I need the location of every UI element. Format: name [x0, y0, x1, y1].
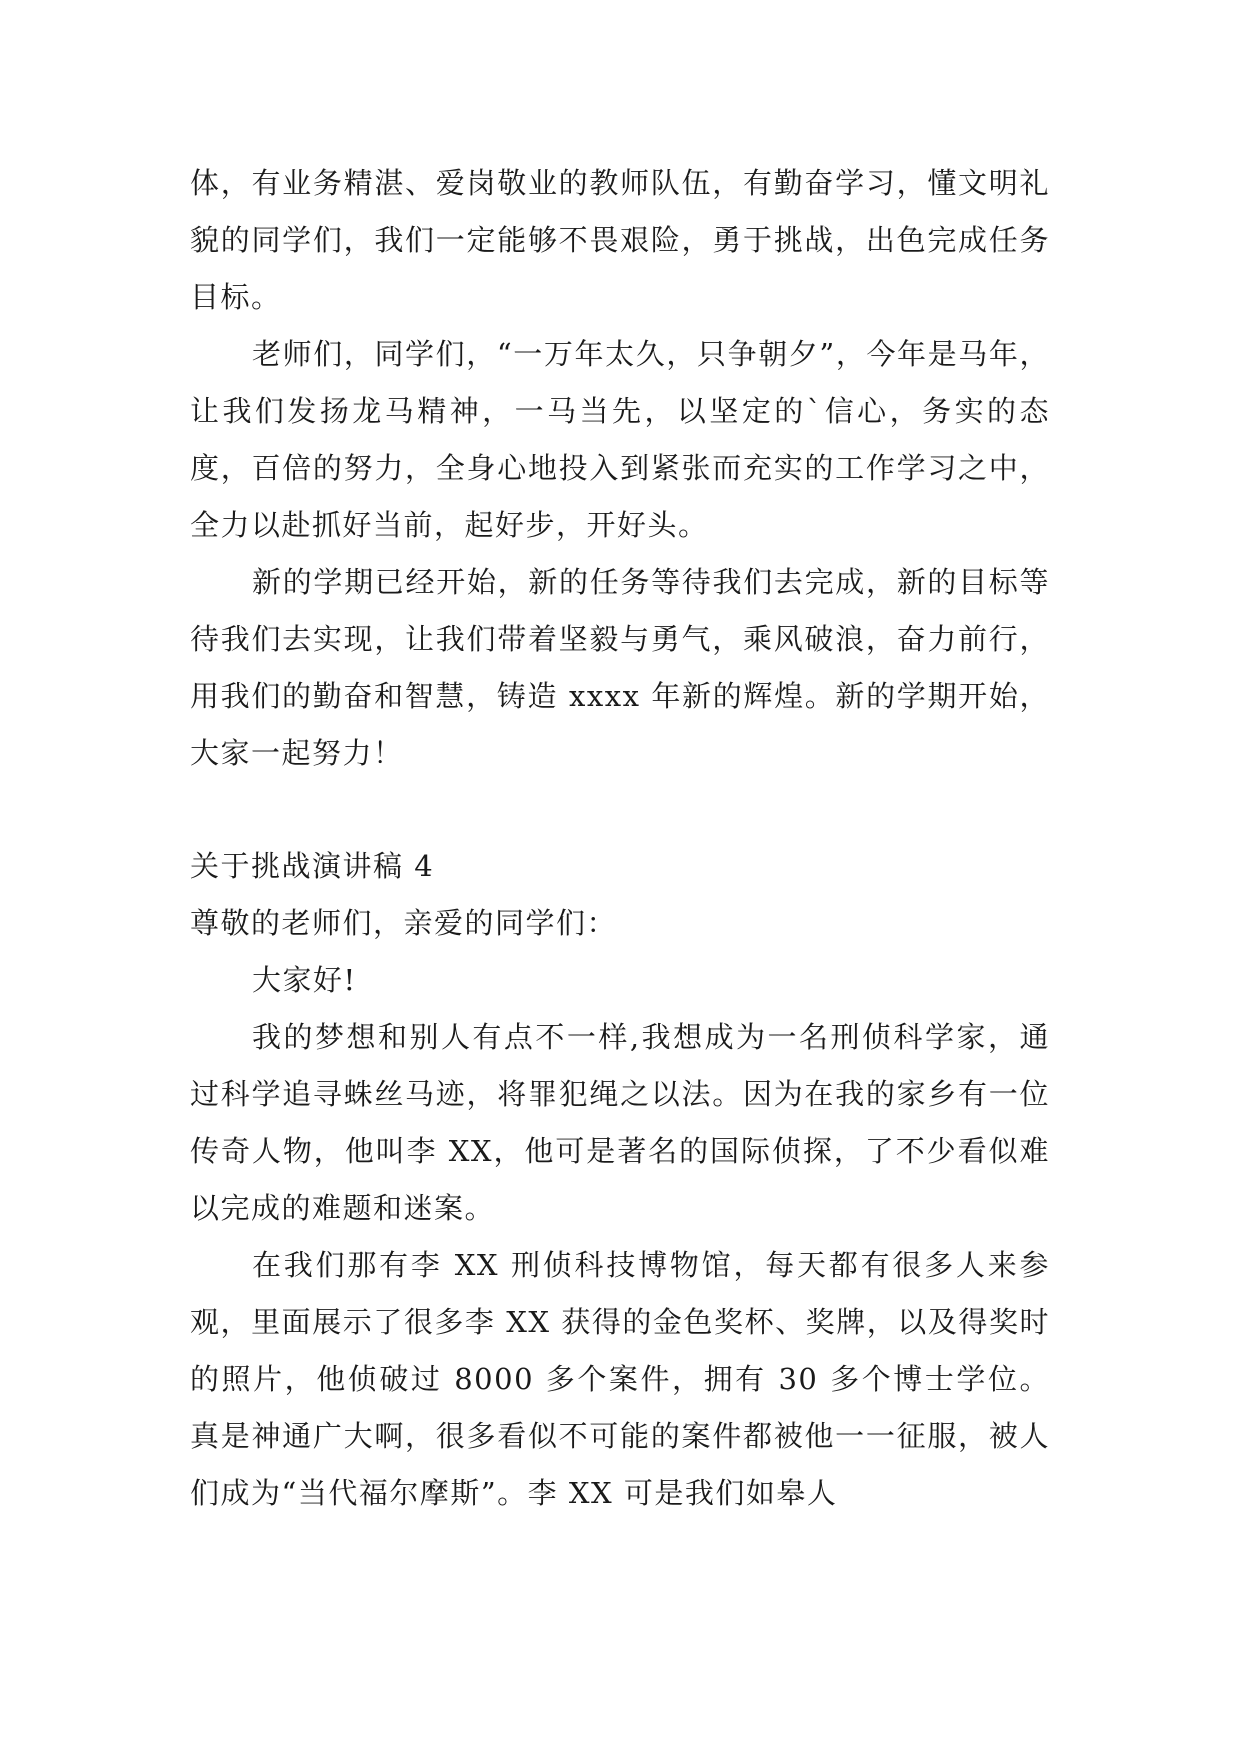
greeting: 大家好!	[252, 963, 357, 997]
document-body	[190, 155, 1050, 1522]
paragraph-dream: 我的梦想和别人有点不一样,我想成为一名刑侦科学家，通过科学追寻蛛丝马迹，将罪犯绳之以法。因为在我的家乡有一位传奇人物，他叫李 XX，他可是著名的国际侦探，了不少看似难以完成的难题和迷案。	[190, 1020, 1050, 1225]
paragraph-new-semester: 新的学期已经开始，新的任务等待我们去完成，新的目标等待我们去实现，让我们带着坚毅与勇气，乘风破浪，奋力前行，用我们的勤奋和智慧，铸造 xxxx 年新的辉煌。新的学期开始，大家一起努力！	[190, 565, 1050, 770]
section-title: 关于挑战演讲稿 4	[190, 849, 435, 883]
paragraph-horse-year: 老师们，同学们，“一万年太久，只争朝夕”，今年是马年，让我们发扬龙马精神，一马当先，以坚定的`信心，务实的态度，百倍的努力，全身心地投入到紧张而充实的工作学习之中，全力以赴抓好当前，起好步，开好头。	[190, 337, 1050, 542]
paragraph-museum: 在我们那有李 XX 刑侦科技博物馆，每天都有很多人来参观，里面展示了很多李 XX 获得的金色奖杯、奖牌，以及得奖时的照片，他侦破过 8000 多个案件，拥有 30 多个博士学位。真是神通广大啊，很多看似不可能的案件都被他一一征服，被人们成为“当代福尔摩斯”。李 XX 可是我们如皋人	[190, 1248, 1050, 1510]
paragraph-continued: 体，有业务精湛、爱岗敬业的教师队伍，有勤奋学习，懂文明礼貌的同学们，我们一定能够不畏艰险，勇于挑战，出色完成任务目标。	[190, 166, 1050, 314]
salutation: 尊敬的老师们，亲爱的同学们：	[190, 906, 618, 940]
